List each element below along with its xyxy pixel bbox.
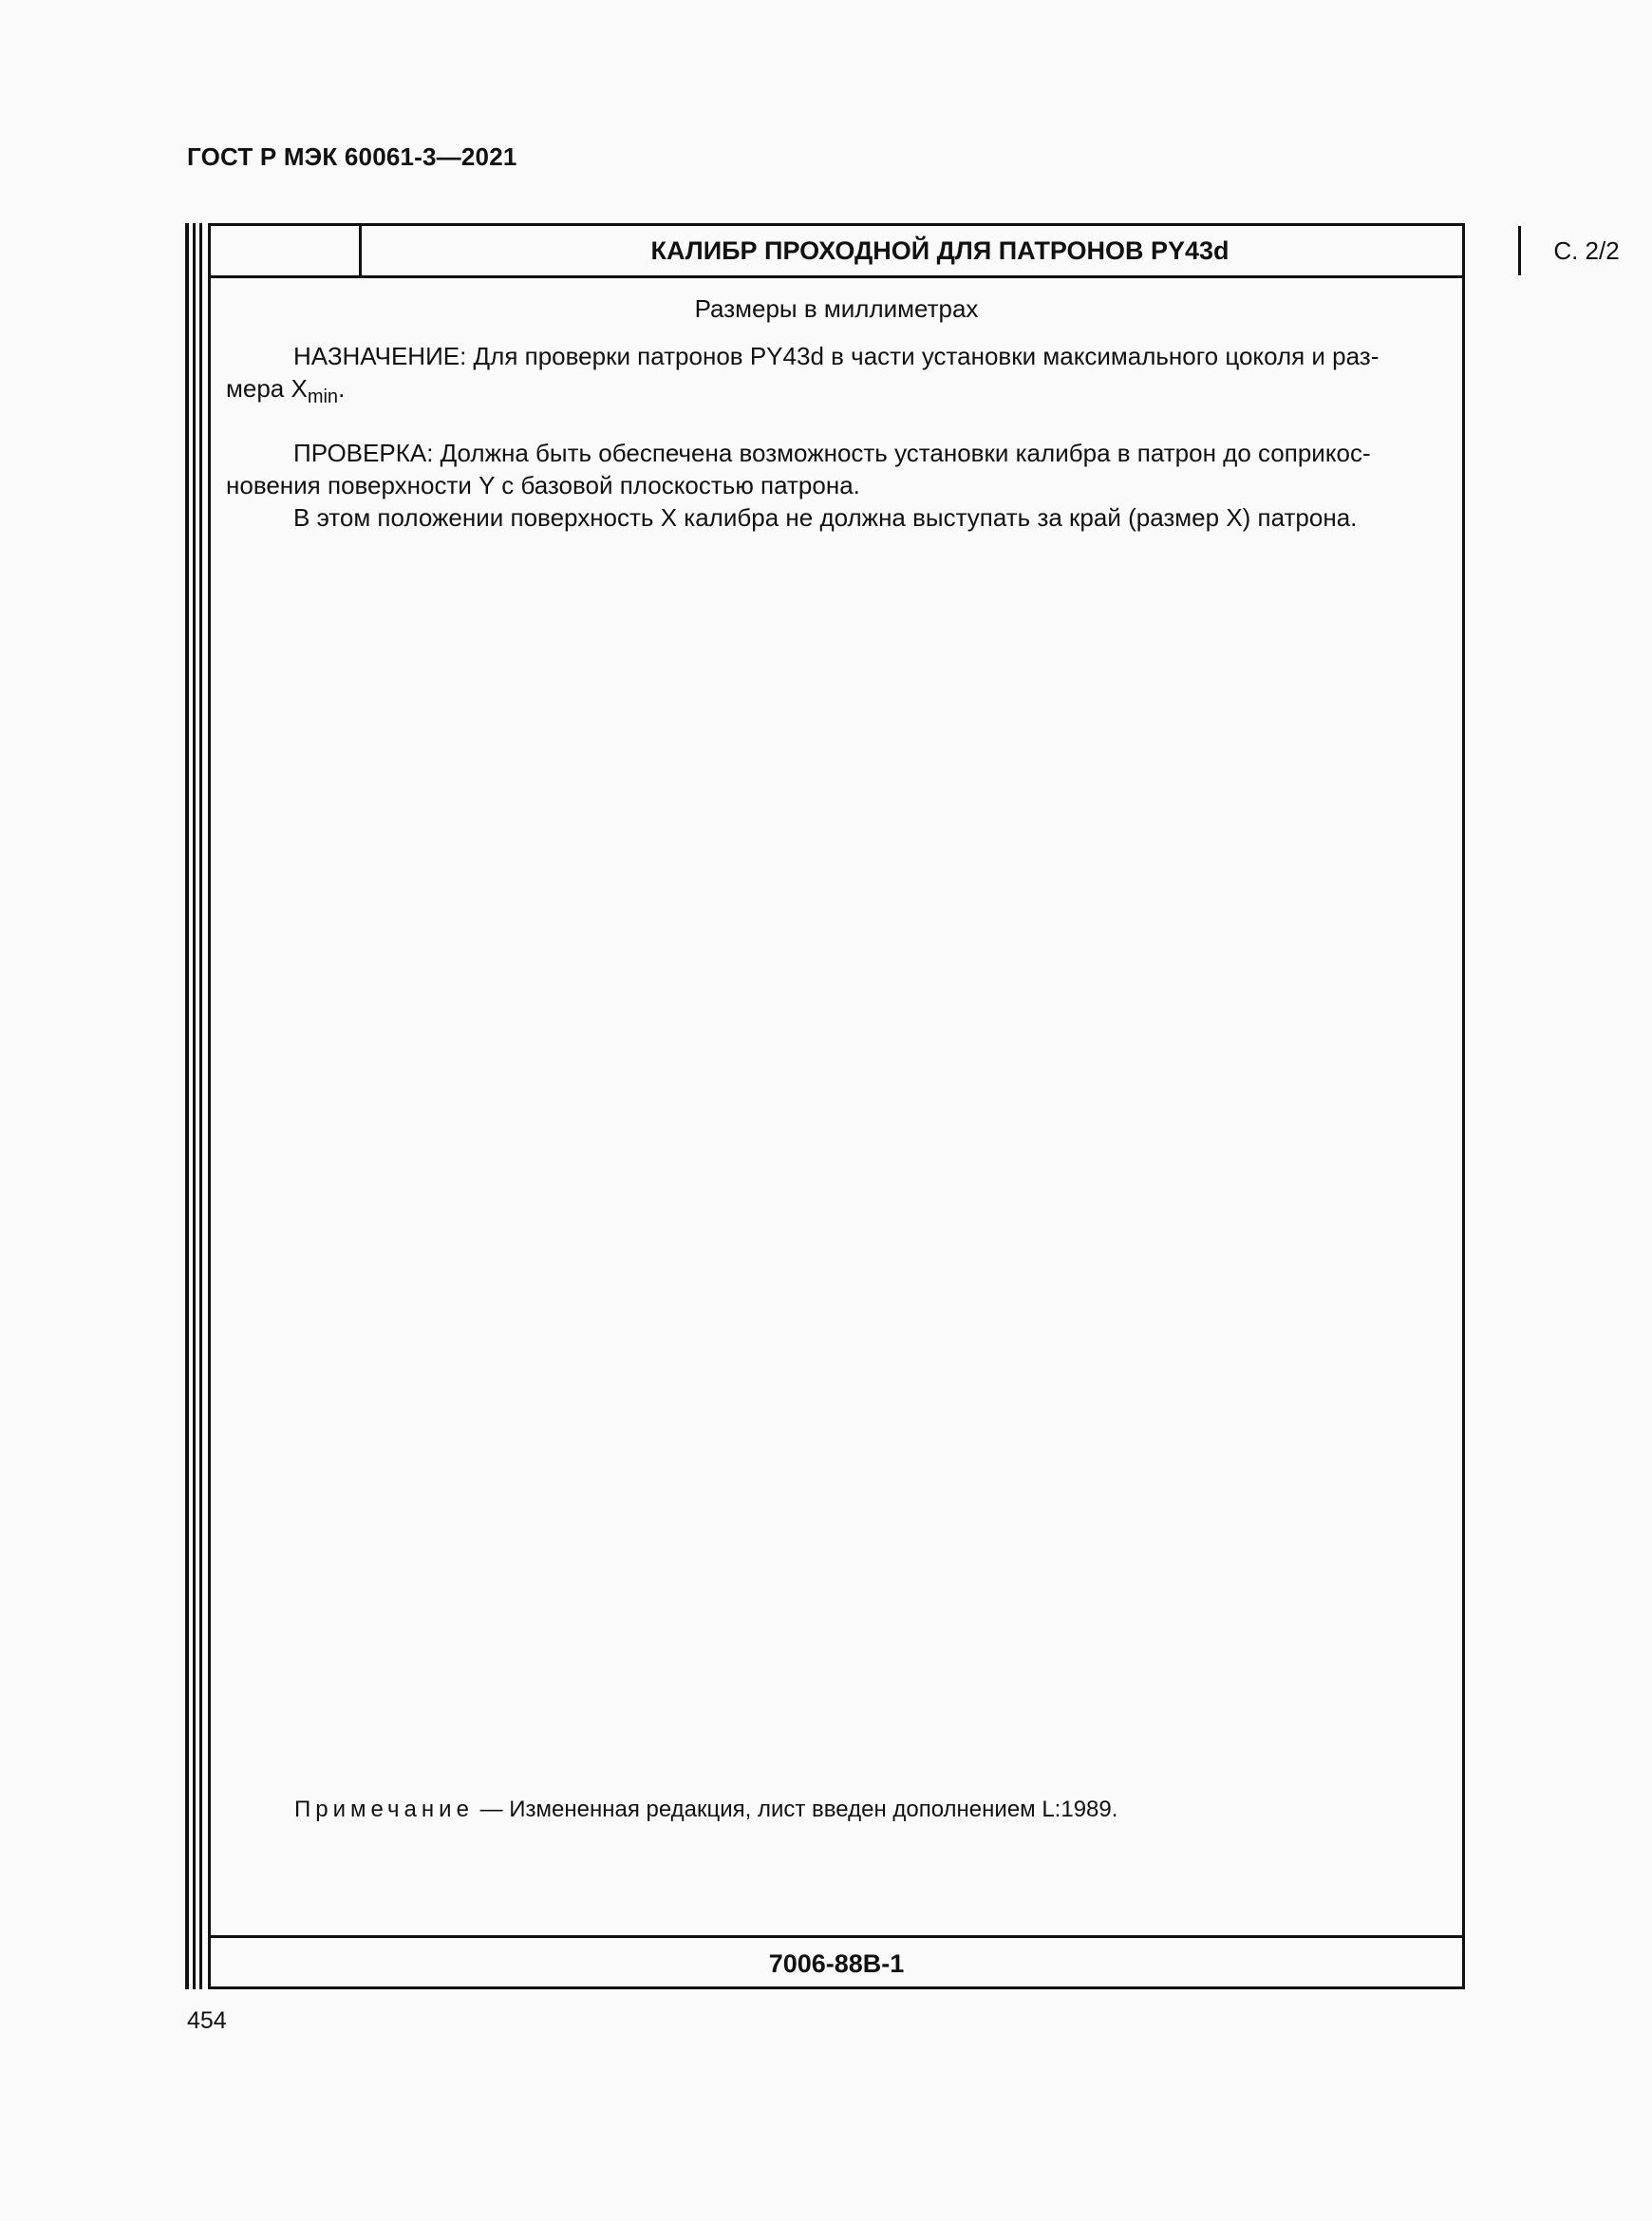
purpose-line-2-end: . xyxy=(338,374,346,403)
binding-line-3 xyxy=(199,223,202,1989)
x-min-subscript: min xyxy=(307,386,339,408)
purpose-paragraph xyxy=(226,340,1451,372)
sheet-header xyxy=(211,226,1620,278)
check-line-3: В этом положении поверхность X калибра не должна выступать за край (размер X) патрона. xyxy=(293,503,1358,532)
sheet-page: С. 2/2 xyxy=(1553,236,1620,265)
units-note: Размеры в миллиметрах xyxy=(694,294,979,323)
sheet-footer xyxy=(211,1935,1462,1989)
binding-line-1 xyxy=(185,223,189,1989)
note-text: — Измененная редакция, лист введен дополнением L:1989. xyxy=(473,1797,1118,1822)
sheet-code: 7006-88В-1 xyxy=(768,1949,905,1978)
binding-line-2 xyxy=(193,223,196,1989)
sheet-frame xyxy=(208,223,1620,1989)
purpose-paragraph-cont xyxy=(226,372,1451,413)
note xyxy=(294,1797,1117,1823)
check-line-1: ПРОВЕРКА: Должна быть обеспечена возможность установки калибра в патрон до соприкос- xyxy=(293,439,1371,467)
purpose-line-2: мера X xyxy=(226,374,308,403)
header-blank-cell xyxy=(211,226,362,275)
purpose-line-1: НАЗНАЧЕНИЕ: Для проверки патронов PY43d в части установки максимального цоколя и раз- xyxy=(293,342,1380,370)
page-number: 454 xyxy=(187,2007,227,2034)
document-id: ГОСТ Р МЭК 60061-3—2021 xyxy=(187,142,517,171)
sheet-title: КАЛИБР ПРОХОДНОЙ ДЛЯ ПАТРОНОВ PY43d xyxy=(650,236,1230,265)
note-label: Примечание xyxy=(294,1797,474,1822)
check-line-2: новения поверхности Y с базовой плоскостью патрона. xyxy=(226,471,860,499)
